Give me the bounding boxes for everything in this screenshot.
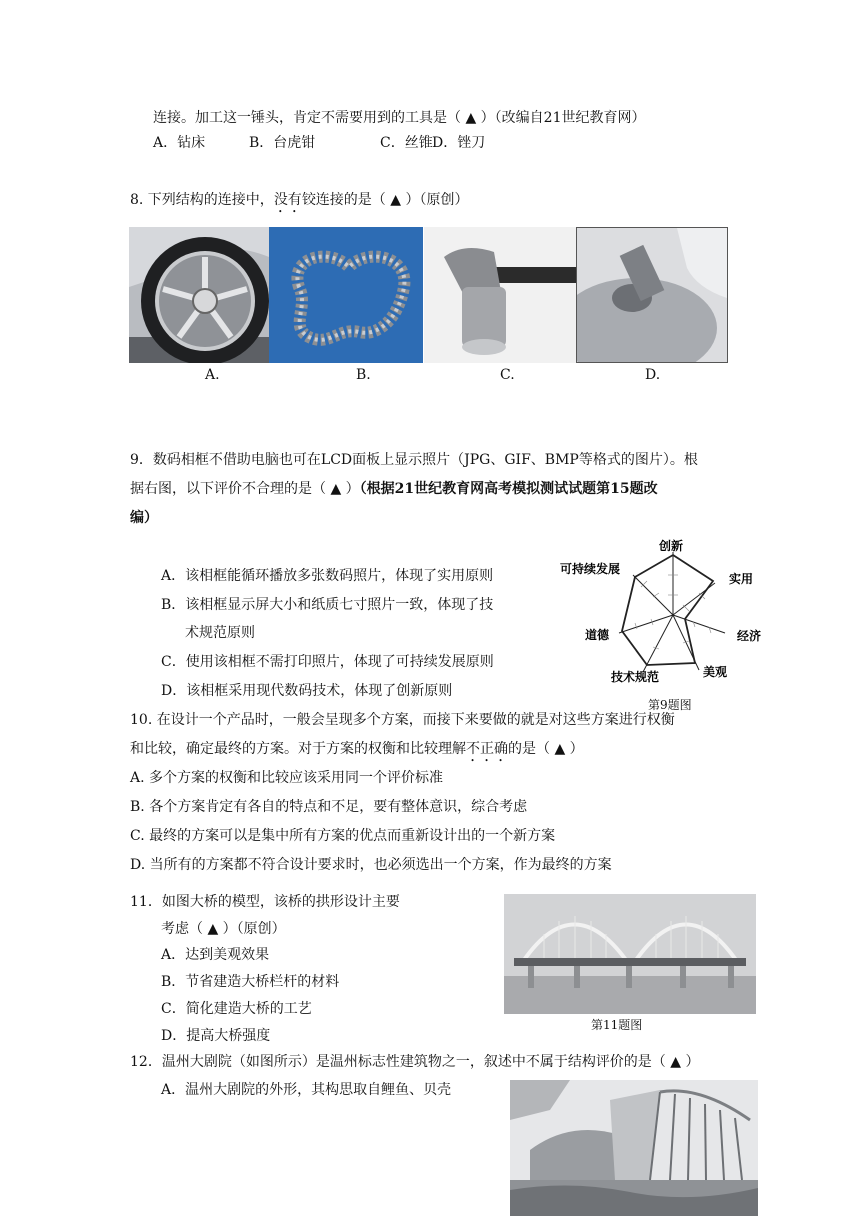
q9-option-b-line1: B．该相框显示屏大小和纸质七寸照片一致，体现了技 [161, 597, 494, 613]
radar-label-economy: 经济 [737, 629, 762, 643]
q9-radar-figure [555, 535, 770, 695]
mechanical-joint-image [577, 228, 727, 362]
q7-option-a: A．钻床 [153, 135, 206, 151]
q9-stem-line2-source: （根据21世纪教育网高考模拟测试试题第15题改 [359, 481, 658, 497]
q10-option-c: C. 最终的方案可以是集中所有方案的优点而重新设计出的一个新方案 [130, 828, 556, 844]
q8-photo-a-wheel [129, 227, 269, 363]
radar-label-innovation: 创新 [659, 539, 684, 553]
q8-stem-post: 铰连接的是（ ▲ ）（原创） [301, 192, 469, 208]
q11-option-b: B．节省建造大桥栏杆的材料 [161, 974, 340, 990]
q10-stem-line1: 10. 在设计一个产品时，一般会呈现多个方案，而接下来要做的就是对这些方案进行权衡 [130, 712, 675, 728]
radar-label-practical: 实用 [729, 572, 754, 586]
q7-option-c: C．丝锥 [380, 135, 433, 151]
radar-label-technical: 技术规范 [611, 670, 660, 684]
q8-photo-d-joint [576, 227, 728, 363]
q8-stem-pre: 8. 下列结构的连接中， [130, 192, 274, 208]
q12-stem: 12．温州大剧院（如图所示）是温州标志性建筑物之一，叙述中不属于结构评价的是（ ▲ ） [130, 1054, 700, 1070]
q7-option-d: D．锉刀 [432, 135, 486, 151]
q9-figure-caption: 第9题图 [648, 698, 692, 712]
q7-option-b: B．台虎钳 [249, 135, 316, 151]
q8-photo-b-chain [269, 227, 423, 363]
radar-label-morality: 道德 [585, 628, 610, 642]
q11-bridge-photo [504, 894, 756, 1014]
radar-axis-economy [673, 615, 725, 633]
q12-theatre-photo [510, 1080, 758, 1216]
radar-label-beauty: 美观 [703, 665, 728, 679]
q12-option-a: A．温州大剧院的外形，其构思取自鲤鱼、贝壳 [161, 1082, 452, 1098]
arch-bridge-image [504, 894, 756, 1014]
q8-caption-c: C. [500, 367, 515, 383]
q9-option-a: A．该相框能循环播放多张数码照片，体现了实用原则 [161, 568, 494, 584]
q9-option-d: D．该相框采用现代数码技术，体现了创新原则 [161, 683, 453, 699]
grand-theatre-image [510, 1080, 758, 1216]
q9-stem-line2-normal: 据右图，以下评价不合理的是（ ▲ ） [130, 481, 360, 497]
q11-option-a: A．达到美观效果 [161, 947, 270, 963]
q10-stem-emphasis: 不正确 [466, 741, 508, 757]
q8-photo-c-hammer [424, 227, 576, 363]
q11-figure-caption: 第11题图 [591, 1018, 643, 1032]
q11-stem-line1: 11．如图大桥的模型，该桥的拱形设计主要 [130, 894, 400, 910]
q11-option-d: D．提高大桥强度 [161, 1028, 271, 1044]
q9-option-c: C．使用该相框不需打印照片，体现了可持续发展原则 [161, 654, 494, 670]
q9-stem-line3: 编） [130, 510, 158, 526]
q10-stem-line2-pre: 和比较，确定最终的方案。对于方案的权衡和比较理解 [130, 741, 466, 757]
q8-stem-emphasis: 没有 [273, 192, 302, 208]
bike-chain-image [269, 227, 423, 363]
q9-option-b-line2: 术规范原则 [185, 625, 255, 641]
q10-option-a: A. 多个方案的权衡和比较应该采用同一个评价标准 [130, 770, 444, 786]
q10-stem-line2-post: 的是（ ▲ ） [508, 741, 584, 757]
q7-stem: 连接。加工这一锤头，肯定不需要用到的工具是（ ▲ ）（改编自21世纪教育网） [153, 110, 646, 126]
q9-stem-line1: 9．数码相框不借助电脑也可在LCD面板上显示照片（JPG、GIF、BMP等格式的图片）。根 [130, 452, 698, 468]
q8-caption-a: A. [205, 367, 220, 383]
q9-stem-line2 [130, 479, 658, 499]
q10-option-d: D. 当所有的方案都不符合设计要求时，也必须选出一个方案，作为最终的方案 [130, 857, 612, 873]
car-wheel-image [129, 227, 269, 363]
q10-option-b: B. 各个方案肯定有各自的特点和不足，要有整体意识，综合考虑 [130, 799, 528, 815]
radar-label-sustainable: 可持续发展 [560, 562, 621, 576]
q11-stem-line2: 考虑（ ▲ ）（原创） [161, 921, 286, 937]
q8-caption-b: B. [356, 367, 371, 383]
q10-stem-line2 [130, 739, 584, 765]
radar-axis-sustainable [633, 575, 673, 615]
q8-caption-d: D. [645, 367, 661, 383]
q8-stem [130, 190, 468, 216]
q11-option-c: C．简化建造大桥的工艺 [161, 1001, 312, 1017]
hammer-image [424, 227, 576, 363]
